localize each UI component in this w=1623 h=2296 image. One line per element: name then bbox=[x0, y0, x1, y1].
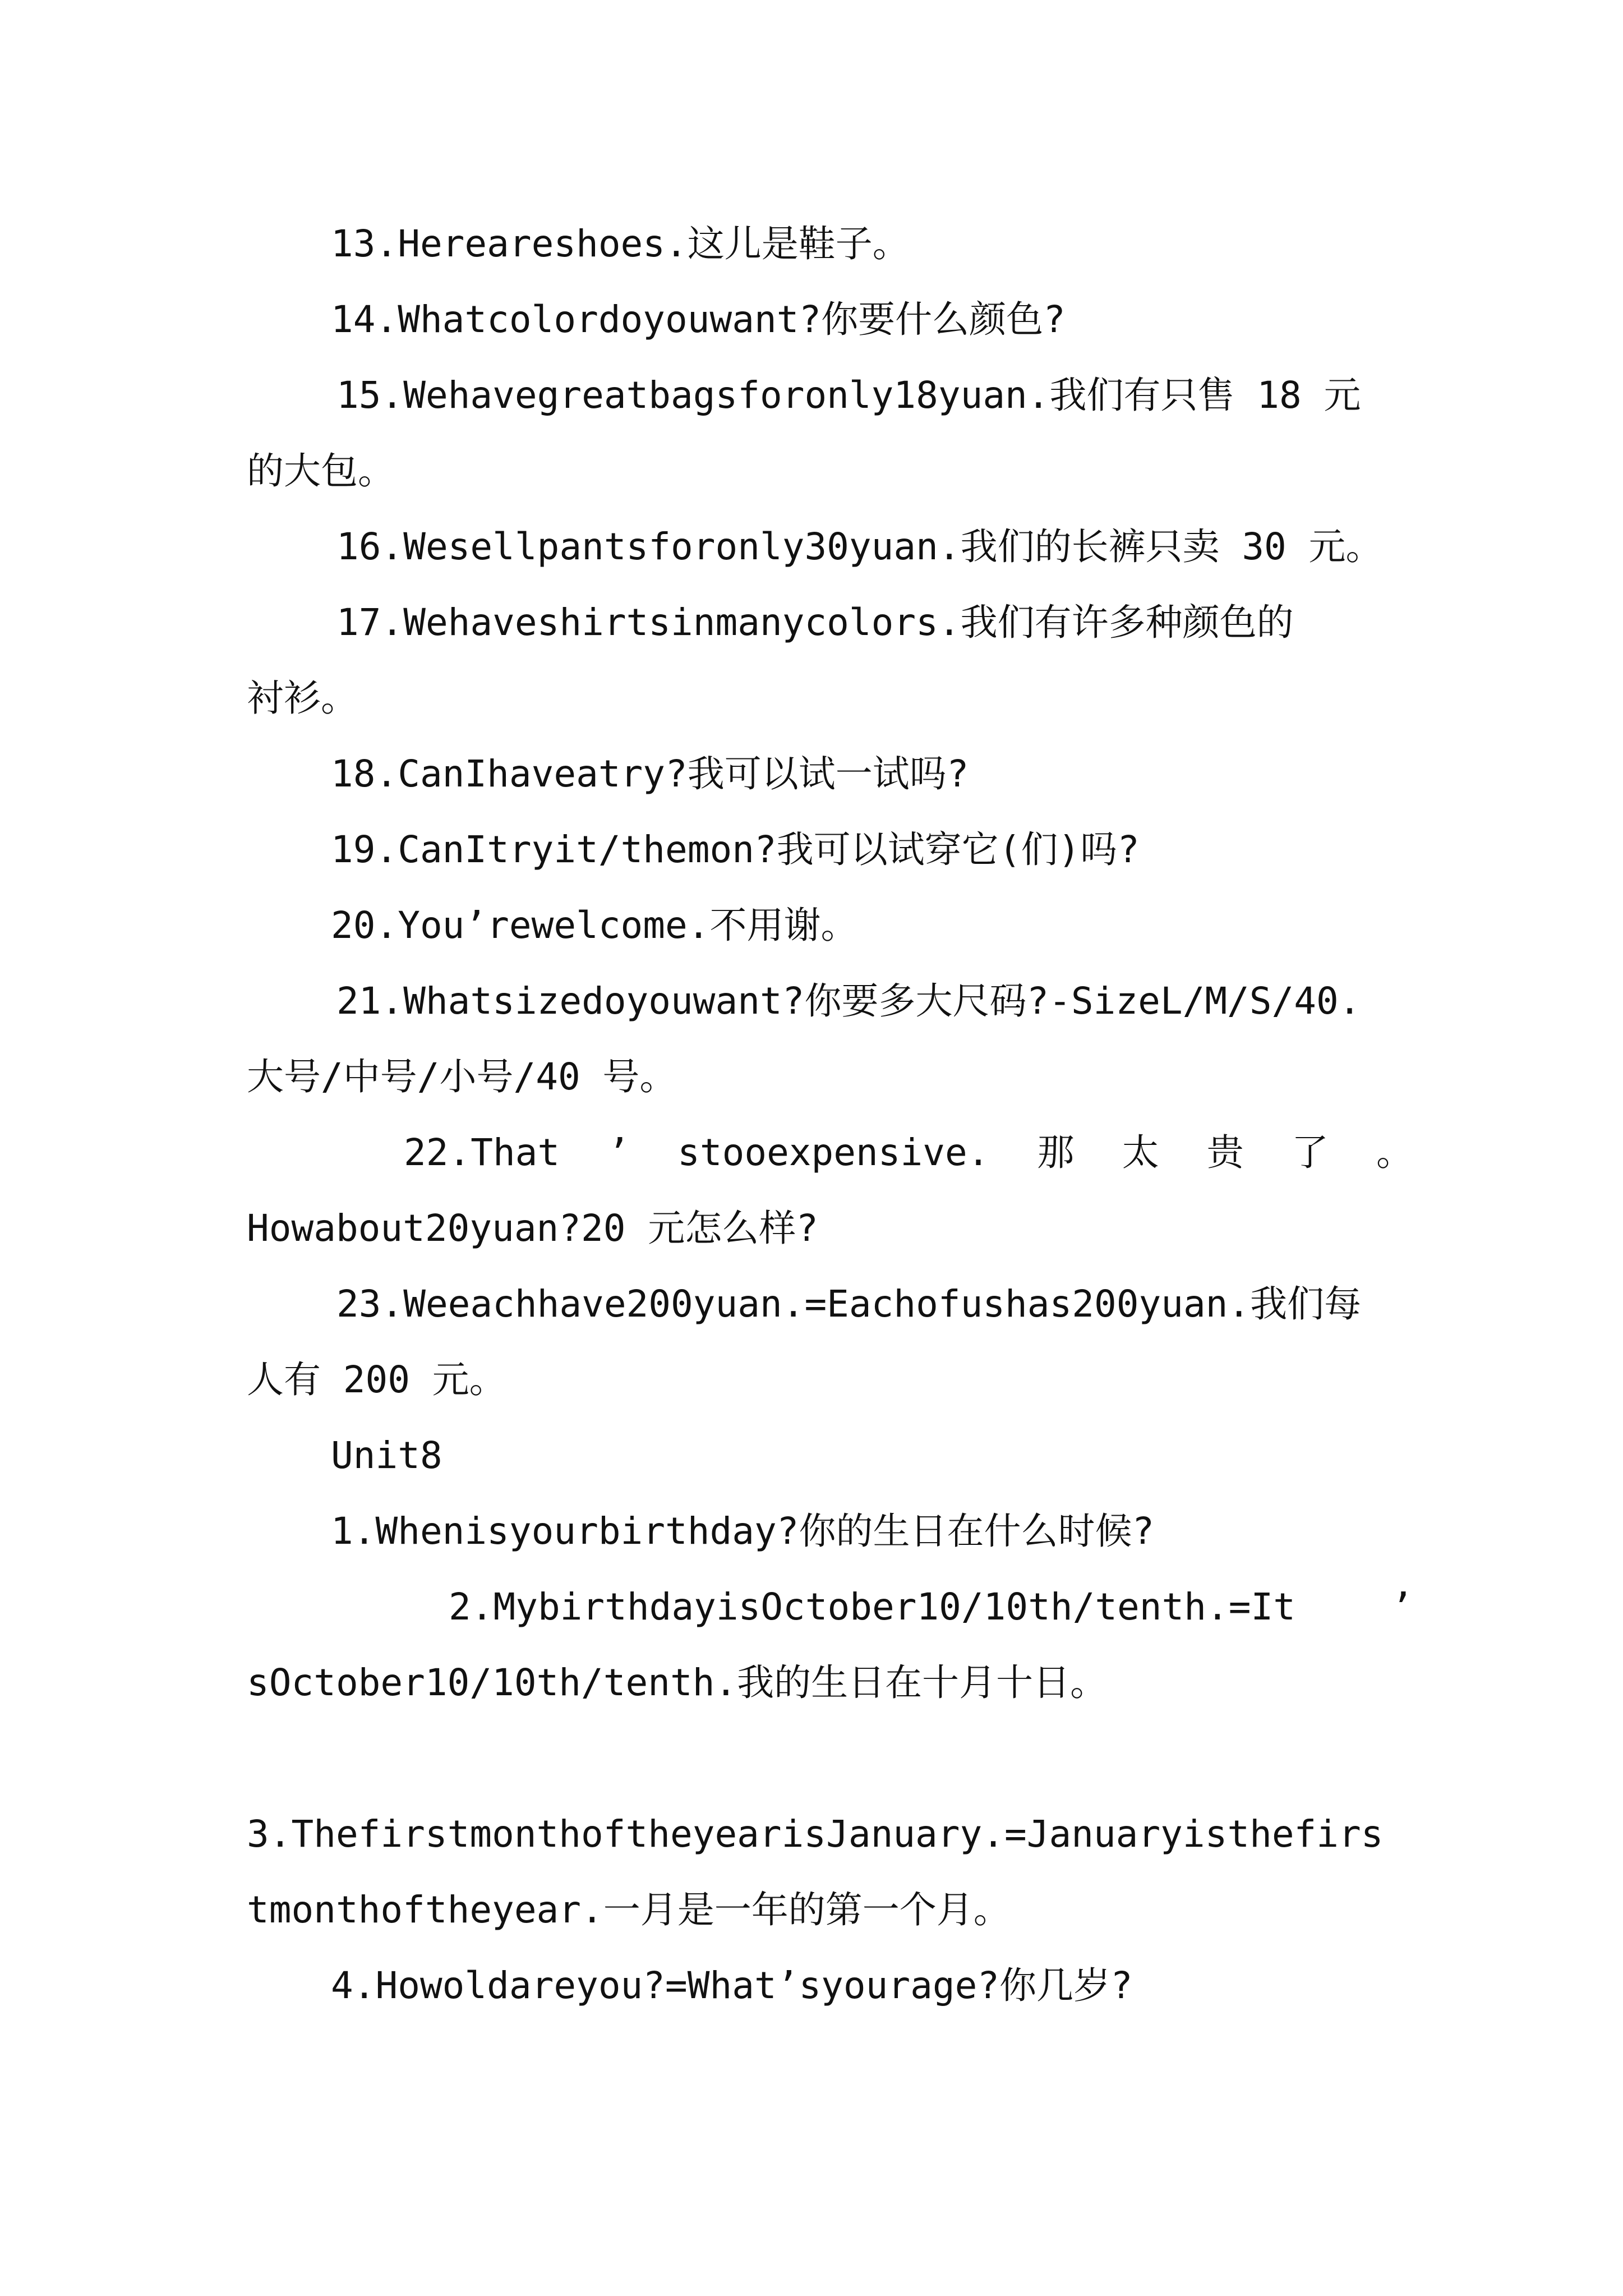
text-line: 4.Howoldareyou?=What’syourage?你几岁? bbox=[331, 1964, 1133, 2007]
text-line: 大号/中号/小号/40 号。 bbox=[247, 1055, 677, 1098]
text-line: 13.Hereareshoes.这儿是鞋子。 bbox=[331, 222, 910, 265]
justified-line bbox=[404, 1128, 1413, 1178]
text-segment: ’ bbox=[607, 1131, 630, 1174]
text-segment: 太 bbox=[1122, 1131, 1159, 1174]
text-line: 人有 200 元。 bbox=[247, 1358, 506, 1401]
section-heading: Unit8 bbox=[331, 1434, 442, 1477]
text-line: 23.Weeachhave200yuan.=Eachofushas200yuan.我们每 bbox=[336, 1282, 1362, 1326]
text-line: Howabout20yuan?20 元怎么样? bbox=[247, 1207, 818, 1250]
text-line: 16.Wesellpantsforonly30yuan.我们的长裤只卖 30 元。 bbox=[336, 525, 1383, 568]
text-line: 15.Wehavegreatbagsforonly18yuan.我们有只售 18 元 bbox=[336, 374, 1361, 417]
text-line: 20.You’rewelcome.不用谢。 bbox=[331, 904, 858, 947]
text-segment: 了 bbox=[1291, 1131, 1329, 1174]
text-line: 3.ThefirstmonthoftheyearisJanuary.=Januaryisthefirs bbox=[247, 1812, 1384, 1856]
text-segment: 那 bbox=[1037, 1131, 1075, 1174]
text-line: 18.CanIhaveatry?我可以试一试吗? bbox=[331, 752, 969, 795]
text-line: 衬衫。 bbox=[247, 677, 358, 720]
text-segment: 2.MybirthdayisOctober10/10th/tenth.=It bbox=[449, 1585, 1295, 1628]
text-segment: 贵 bbox=[1206, 1131, 1244, 1174]
text-line: sOctober10/10th/tenth.我的生日在十月十日。 bbox=[247, 1661, 1108, 1704]
text-segment: ’ bbox=[1391, 1585, 1413, 1628]
text-line: 17.Wehaveshirtsinmanycolors.我们有许多种颜色的 bbox=[336, 601, 1294, 644]
text-line: 19.CanItryit/themon?我可以试穿它(们)吗? bbox=[331, 828, 1140, 871]
text-line: 14.Whatcolordoyouwant?你要什么颜色? bbox=[331, 298, 1066, 341]
text-line: 1.Whenisyourbirthday?你的生日在什么时候? bbox=[331, 1510, 1155, 1553]
text-segment: 22.That bbox=[404, 1131, 560, 1174]
text-segment: stooexpensive. bbox=[677, 1131, 990, 1174]
text-line: 21.Whatsizedoyouwant?你要多大尺码?-SizeL/M/S/40. bbox=[336, 979, 1361, 1023]
text-segment: 。 bbox=[1376, 1131, 1413, 1174]
text-line: tmonthoftheyear.一月是一年的第一个月。 bbox=[247, 1888, 1011, 1931]
justified-line bbox=[449, 1582, 1413, 1632]
text-line: 的大包。 bbox=[247, 449, 395, 493]
